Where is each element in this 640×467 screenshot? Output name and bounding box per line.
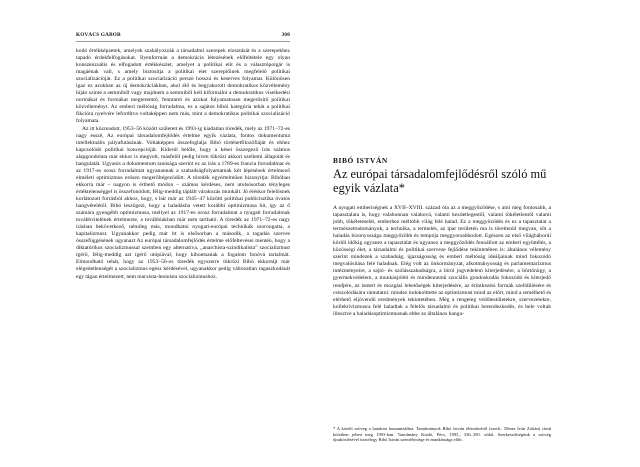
running-head	[76, 32, 290, 42]
left-page	[76, 32, 290, 452]
left-paragraph-2: Az itt közreadott, 1953–56 között született és 1993-ig kiadatlan töredék, mely az 1971–72-es nagy esszé, Az európai társadalomfejlődés értelme egyik vázlata, fontos dokumentuma intellektuális pályafutásának. Voltaképpen összefoglalja Bibó történetfilozófiáját és ehhez kapcsolódó politikai koncepcióját. Kiderül belőle, hogy a kései összegező írás számos alapgondolata már ekkor is megvolt, másfelől pedig híven tükrözi akkori szellemi állapotát és hangulatát. Ugyanis a dokumentum tanúsága szerint ez az írás a 1789-es francia forradalmat és az 1917-es orosz forradalmat ugyanannak a szabadságfolyamatnak két lépésének értelmező elméleti optimizmus erősen megerőltégezödött. A töredék egyértelműen bizonyítja: Bibóban ekkorra már – nagyon is érthető módon – számos kérdéses, nem utolsósorban tényleges értéktelenséggel is összefonódott, félig-meddig táplált várakozás munkált. Jó éréskor felelősnek korlátozott forrásból ahhoz, hogy, s bár már az 1945–47 közötti politikai publicisztika óvatos hangvételétől. Bibó leszögezi, hogy a haladásba vetett korábbi optimizmusa hit, így az ő számára gyengébb optimizmusa, mellyel az 1917-es orosz forradalmat a nyugati forradalmak továbbvitelének értelmezte, a továbbiakban már nem tartható. A töredék az 1971–72-es nagy írásban bekövetkező, némileg más, mondhatni nyugati-európai technikák szorongatta, a kapitalizmust. Ugyanakkor pedig már itt is elsősorban a második, a tagadás szerves összefüggésének ugyanazt Az európai társadalomfejlődés értelme előfeltevései mentén, hogy a diktatórikus szocializmussal szemben egy alternatíva, „anarchista-szindikalista” szocializmust ígérő, félig-meddig azt ígérő utópiával, hogy kibontsanak a fogalom fonóvá tartalmát. Elmondható tehát, hogy az 1953–56-os töredék egyszerre tükrözi Bibó ekkortájt már elégedetlenségét a szocializmus egész kérdésével, ugyanakkor pedig változatlan ragaszkodását egy tágan értelmezett, nem marxista-leninista szocializmushoz.	[76, 125, 290, 280]
left-paragraph-1: kodó értékképzetek, amelyek szabályozzák a társadalmi szerepek elosztását és a szerepekhez tapadó érdekfelfogásokat. Ilyenformán a demokrácia létezésének előfeltétele egy olyan konszenzuális és elfogadott értékkészlet, amelyet a politikai elit és a választópolgár is magáénak vall, s amely biztosítja a politikai elet szereplőinek megfelelő politikai szocializációját. Ez a politikai szocializáció persze hosszú és keserves folyamat. Különösen igaz ez azokban az új demokráciákban, ahol élő és begyakorolt demokratikus közvélemény híján szinte a semmiből vagy majdnem a semmiből kell kiformálni a demokratikus viselkedési normákat és formákat megteremtő, fenntartó és azokat folyamatosan megerősítő politikai közvéleményt. Az emberi méltóság forradalma, ez a sajátos bibói kategória tehát a politikai fikcióra nyelvére lefordítva voltaképpen nem más, mint a demokratikus politikai szocializáció folyamata.	[76, 48, 290, 125]
right-body-text	[333, 205, 551, 318]
left-body-text	[76, 48, 290, 281]
footnote	[333, 426, 551, 443]
article-title: Az európai társadalomfejlődésről szóló mű egyik vázlata*	[333, 167, 547, 195]
article-author: BIBÓ ISTVÁN	[333, 156, 388, 165]
right-paragraph-1: A nyugati emberiségnek a XVII–XVIII. század óta az a meggyőződése, s ami még fontosabb, a tapasztalata is, hogy valahonnan valahová, valami kezdetlegestől, valami tökéletlentől valami jobb, tökéletesebb, emberhez méltóbb világ felé halad. Ez a meggyőződés és ez a tapasztalat a természettudományok, a technika, a termelés, az ipar területén ma is töretlenül megvan, sőt a haladás bizonyossága meggyőzőbb és tempója meggyorsabbodott. Egészen az első világháborúi körüli időkig ugyanez a tapasztalat és ugyanez a meggyőződés fennállott az emberi együttélés, a közösségi élet, a társadalmi és politikai szerveze fejlődése tekintetében is: általános vélemény szerint mindezek a szabadság, igazságosság és emberi méltóság ideáljainak mind fokozódó megvalósítása felé haladnak. Elég volt az önkormányzat, alkotmányosság és parlamentarizmus intézményeire, a sajtó- és szólásszabadságra, a bírói jogvédelem kiterjedésére, a börtönügy, a gyermekvédelem, a munkásjóléti és mindennemű szociális gondoskodás fokozódó és kiterjedő rendjére, az ismert és mozgási lehetőségek kiterjedésére, az érintkezési formák szelídülésére és csiszolódására rámutatni: mindez indokolttette az optimizmust mind az előrt, mind a remélhető és elérhető eljövendő eredmények tekintetében. Még a rengeteg védőtestületekre, szervezetekre, kollektivizmusra felé haladtak a felelős társadalmi és politikai berendezkedés, és bele voltak illesztve a haladásoptimizmusnak ebbe az általános hangu-	[333, 205, 551, 317]
page-number: 300	[281, 32, 290, 38]
running-head-author: KOVÁCS GÁBOR	[76, 32, 121, 38]
right-page	[333, 32, 551, 452]
footnote-text: * A közölt szöveg a hatalom humanizálása. Tanulmányok Bibó István életművéről (szerk.: Dénes Iván Zoltán) című kötetben jelent meg 1993-ban. Tanulmány Kiadó, Pécs, 1993., 336–350. oldal. Szerkesztőségünk a szöveg újraközlésével tisztelegy Bibó István személyisége és munkássága előtt.	[333, 426, 551, 443]
